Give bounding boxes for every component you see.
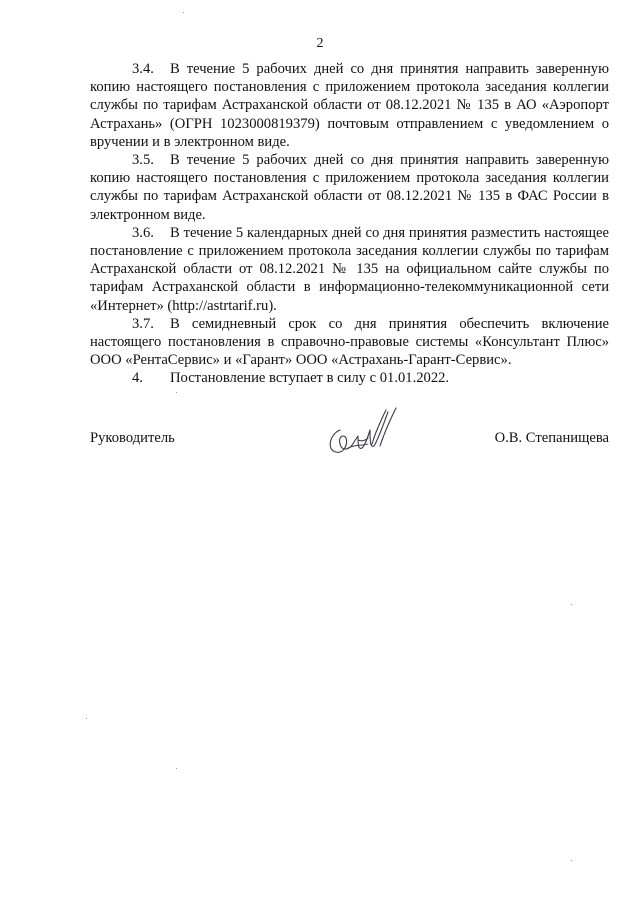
paragraph-text: В течение 5 рабочих дней со дня принятия направить заверенную копию настоящего постановления с приложением протокола заседания коллегии службы по тарифам Астраханской области от 08.12.2021 № 135 в АО «Аэропорт Астрахань» (ОГРН 1023000819379) почтовым отправлением с уведомлением о вручении и в электронном виде. [90,61,609,150]
paragraph-text: В течение 5 календарных дней со дня принятия разместить настоящее постановление с приложением протокола заседания коллегии службы по тарифам Астраханской области от 08.12.2021 № 135 на официальном сайте службы по тарифам Астраханской области в информационно-телекоммуникационной сети «Интернет» (http://astrtarif.ru). [90,224,609,314]
paragraph-text: Постановление вступает в силу с 01.01.2022. [170,370,450,387]
scan-speck [183,12,184,13]
paragraph-text: В течение 5 рабочих дней со дня принятия направить заверенную копию настоящего постановления с приложением протокола заседания коллегии службы по тарифам Астраханской области от 08.12.2021 № 135 в ФАС России в электронном виде. [90,152,609,223]
paragraph-text: В семидневный срок со дня принятия обеспечить включение настоящего постановления в справочно-правовые системы «Консультант Плюс» ООО «РентаСервис» и «Гарант» ООО «Астрахань-Гарант-Сервис». [90,315,609,369]
document-body [90,60,609,388]
signatory-title: Руководитель [90,430,175,446]
scan-speck [571,860,572,861]
page-number: 2 [316,36,324,51]
paragraph-3-4 [90,60,609,151]
paragraph-number: 4. [132,370,143,387]
signature-block [90,400,609,470]
scan-speck [86,718,87,719]
scan-speck [571,604,572,605]
paragraph-4 [90,369,609,387]
paragraph-number: 3.4. [132,61,154,77]
paragraph-number: 3.5. [132,152,154,169]
paragraph-3-6 [90,224,609,315]
scan-speck [176,392,177,393]
paragraph-3-5 [90,151,609,224]
handwritten-signature [322,400,402,464]
scan-speck [176,768,177,769]
paragraph-number: 3.7. [132,315,154,332]
paragraph-number: 3.6. [132,224,154,241]
paragraph-3-7 [90,315,609,370]
signatory-name: О.В. Степанищева [494,430,609,446]
